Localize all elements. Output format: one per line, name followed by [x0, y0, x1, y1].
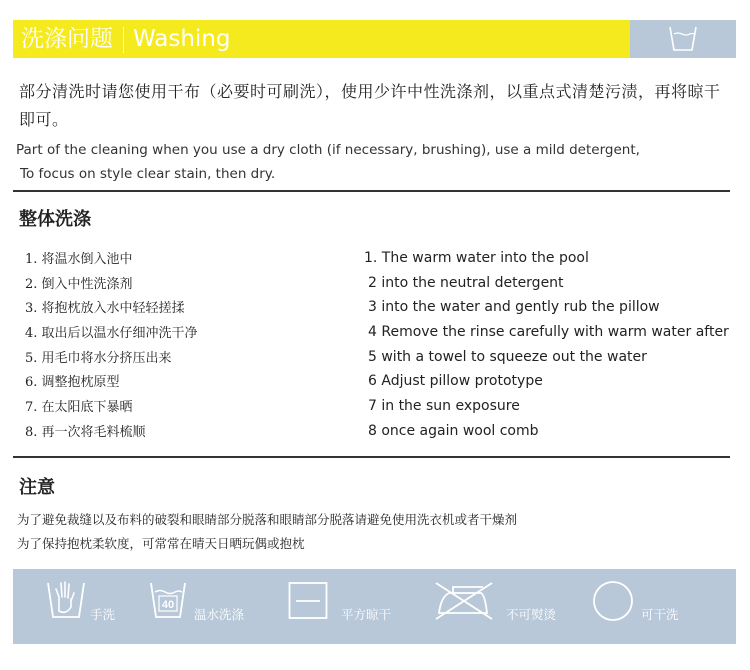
step-cn: 7. 在太阳底下暴晒 — [25, 400, 133, 416]
step-cn: 5. 用毛巾将水分挤压出来 — [25, 350, 172, 366]
hand-wash-icon — [46, 577, 86, 625]
intro-en-line2: To focus on style clear stain, then dry. — [20, 166, 276, 182]
care-label: 温水洗涤 — [194, 607, 245, 622]
no-iron-icon — [433, 577, 495, 625]
intro-en-line1: Part of the cleaning when you use a dry cloth (if necessary, brushing), use a mild detergent, — [16, 142, 640, 158]
step-cn: 6. 调整抱枕原型 — [25, 375, 120, 391]
steps-list-cn — [25, 248, 198, 446]
step-en: 7 in the sun exposure — [368, 398, 520, 415]
step-en: 3 into the water and gently rub the pillow — [368, 299, 660, 316]
steps-list-en — [364, 246, 729, 444]
step-cn: 1. 将温水倒入池中 — [25, 252, 133, 267]
section-title-cn: 洗涤问题 — [21, 26, 113, 52]
section-title — [21, 20, 231, 58]
care-symbols-bar — [13, 569, 736, 644]
note-line: 为了避免裁缝以及布料的破裂和眼睛部分脱落和眼睛部分脱落请避免使用洗衣机或者干燥剂 — [17, 512, 518, 527]
step-en: 6 Adjust pillow prototype — [368, 373, 543, 390]
care-label: 可干洗 — [641, 607, 679, 622]
notes-text — [17, 508, 517, 556]
step-en: 1. The warm water into the pool — [364, 250, 589, 266]
divider-rule — [13, 190, 730, 192]
step-en: 8 once again wool comb — [368, 422, 539, 439]
section-title-en: Washing — [133, 26, 231, 52]
note-line: 为了保持抱枕柔软度，可常常在晴天日晒玩偶或抱枕 — [17, 536, 305, 551]
step-cn: 8. 再一次将毛料梳顺 — [25, 424, 146, 440]
step-en: 4 Remove the rinse carefully with warm water after — [368, 324, 729, 341]
step-cn: 3. 将抱枕放入水中轻轻搓揉 — [25, 301, 185, 317]
care-label: 手洗 — [90, 607, 116, 622]
whole-wash-heading: 整体洗涤 — [19, 209, 91, 230]
divider-rule — [13, 456, 730, 458]
care-label: 不可熨烫 — [506, 607, 557, 622]
intro-text-en — [16, 138, 736, 186]
step-cn: 2. 倒入中性洗涤剂 — [25, 276, 133, 292]
wash-basin-icon — [667, 25, 699, 53]
step-en: 5 with a towel to squeeze out the water — [368, 348, 647, 365]
care-label: 平方晾干 — [341, 607, 392, 622]
wash-40-icon — [149, 577, 187, 625]
dry-flat-icon — [288, 577, 328, 625]
step-en: 2 into the neutral detergent — [368, 274, 564, 291]
header-icon-box — [630, 20, 736, 58]
step-cn: 4. 取出后以温水仔细冲洗干净 — [25, 326, 198, 342]
wash-temperature: 40 — [161, 599, 175, 611]
notes-heading: 注意 — [19, 477, 55, 498]
dry-clean-icon — [591, 577, 635, 625]
section-header-washing — [13, 20, 736, 58]
intro-text-cn: 部分清洗时请您使用干布（必要时可刷洗），使用少许中性洗涤剂，以重点式清楚污渍，再将晾干即可。 — [19, 82, 721, 129]
title-divider — [123, 27, 124, 53]
